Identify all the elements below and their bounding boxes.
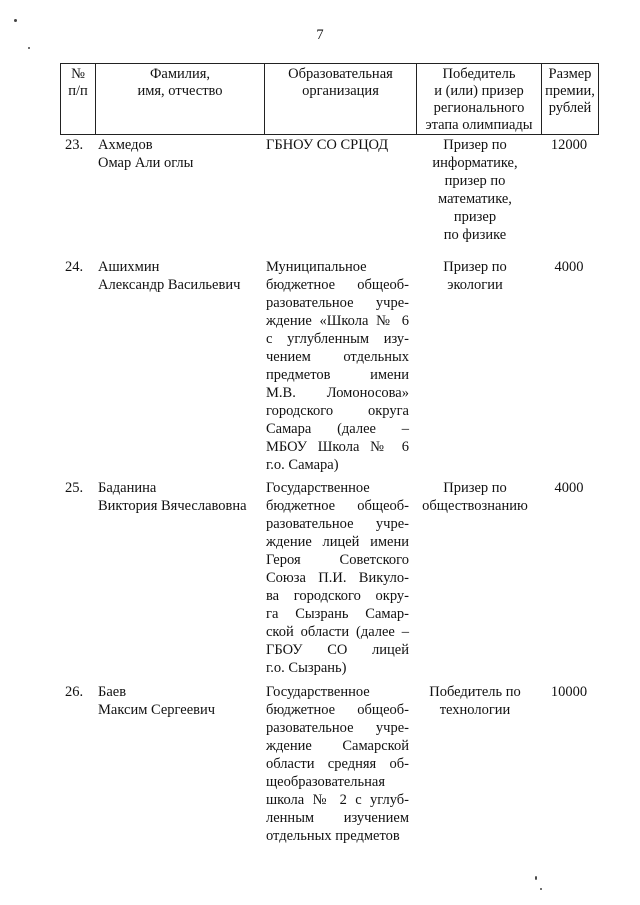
row-org: Государственное бюджетное общеоб- разовательное учре- ждение Самарской области средняя об- щеобразовательная школа № 2 с углуб- ленным изучением отдельных предметов [266, 684, 409, 844]
header-name: Фамилия, имя, отчество [96, 64, 265, 135]
row-amount: 4000 [554, 259, 584, 275]
row-prize: Призер по обществознанию [422, 480, 528, 514]
row-number: 25. [65, 480, 84, 496]
row-number: 26. [65, 684, 84, 700]
table-header [60, 63, 599, 135]
row-org: Муниципальное бюджетное общеоб- разовательное учре- ждение «Школа № 6 с углубленным изу- чением отдельных предметов имени М.В. Ломоносова» городского округа Самара (далее – МБОУ Школа № 6 г.о. Самара) [266, 259, 409, 473]
header-num: № п/п [61, 64, 96, 135]
row-name: Баев Максим Сергеевич [98, 684, 216, 718]
row-name: Ахмедов Омар Али оглы [98, 137, 194, 171]
page-number: 7 [316, 27, 324, 43]
row-number: 24. [65, 259, 84, 275]
header-prize: Победитель и (или) призер регионального этапа олимпиады [417, 64, 542, 135]
header-org: Образовательная организация [265, 64, 417, 135]
header-amount: Размер премии, рублей [542, 64, 599, 135]
scan-speck [540, 888, 542, 890]
row-amount: 12000 [550, 137, 588, 153]
row-amount: 10000 [550, 684, 588, 700]
row-number: 23. [65, 137, 84, 153]
row-name: Баданина Виктория Вячеславовна [98, 480, 247, 514]
scan-speck [535, 876, 537, 880]
row-name: Ашихмин Александр Васильевич [98, 259, 241, 293]
scan-speck [28, 47, 30, 49]
row-prize: Призер по экологии [443, 259, 507, 293]
row-amount: 4000 [554, 480, 584, 496]
scan-speck [14, 19, 17, 22]
row-org: ГБНОУ СО СРЦОД [266, 137, 389, 153]
row-prize: Призер по информатике, призер по математике, призер по физике [432, 137, 518, 243]
row-org: Государственное бюджетное общеоб- разовательное учре- ждение лицей имени Героя Советского Союза П.И. Викуло- ва городского окру- га Сызрань Самар- ской области (далее – ГБОУ СО лицей г.о. Сызрань) [266, 480, 409, 676]
row-prize: Победитель по технологии [429, 684, 521, 718]
